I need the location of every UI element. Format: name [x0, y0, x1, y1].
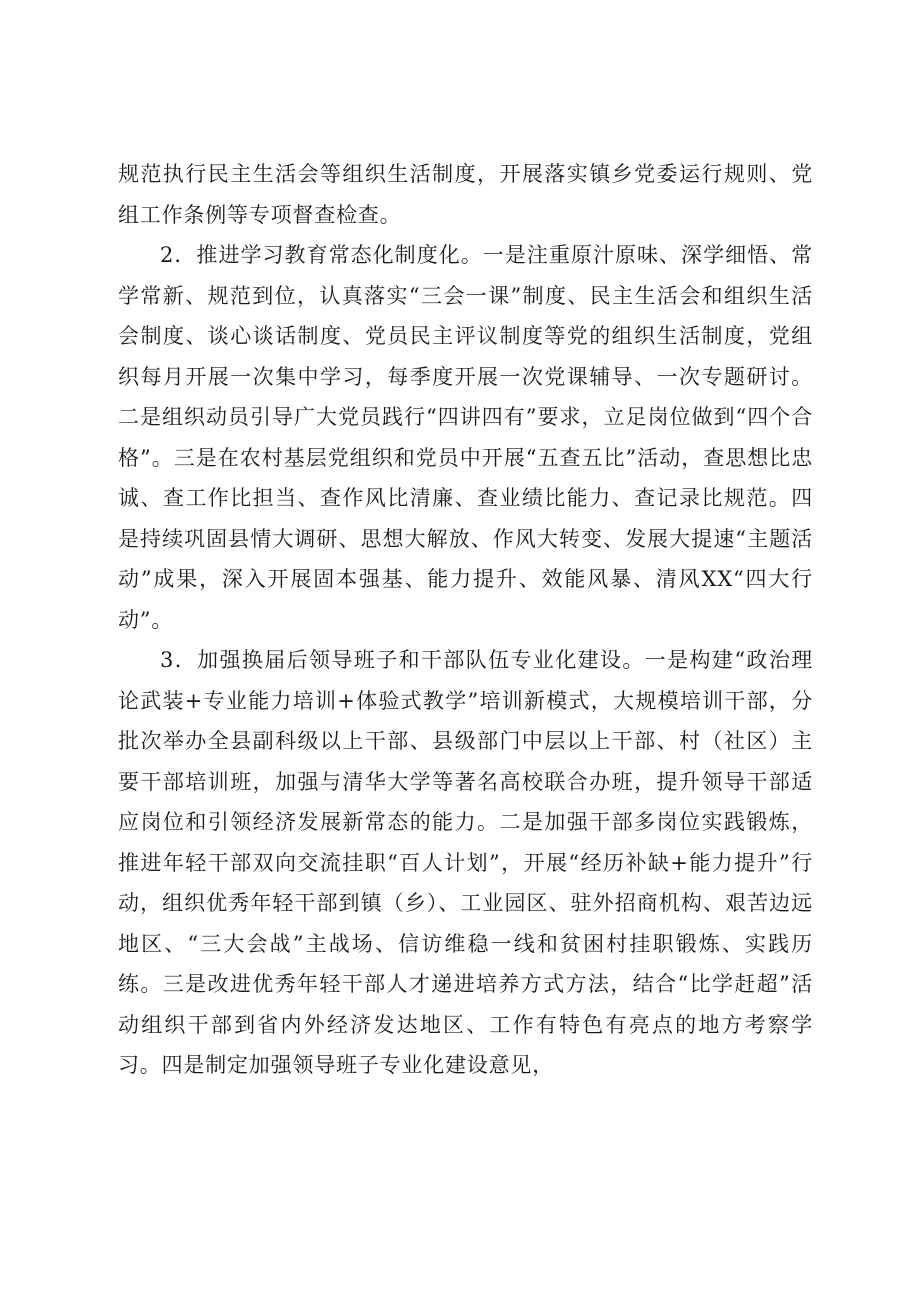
paragraph-continuation: 规范执行民主生活会等组织生活制度，开展落实镇乡党委运行规则、党组工作条例等专项督查检查。	[118, 162, 813, 227]
document-body	[118, 154, 813, 1086]
paragraph-section-2: 2．推进学习教育常态化制度化。一是注重原汁原味、深学细悟、常学常新、规范到位，认真落实“三会一课”制度、民主生活会和组织生活会制度、谈心谈话制度、党员民主评议制度等党的组织生活制度，党组织每月开展一次集中学习，每季度开展一次党课辅导、一次专题研讨。二是组织动员引导广大党员践行“四讲四有”要求，立足岗位做到“四个合格”。三是在农村基层党组织和党员中开展“五查五比”活动，查思想比忠诚、查工作比担当、查作风比清廉、查业绩比能力、查记录比规范。四是持续巩固县情大调研、思想大解放、作风大转变、发展大提速“主题活动”成果，深入开展固本强基、能力提升、效能风暴、清风XX“四大行动”。	[118, 243, 813, 632]
paragraph-section-3: 3．加强换届后领导班子和干部队伍专业化建设。一是构建“政治理论武装+专业能力培训+体验式教学”培训新模式，大规模培训干部，分批次举办全县副科级以上干部、县级部门中层以上干部、村（社区）主要干部培训班，加强与清华大学等著名高校联合办班，提升领导干部适应岗位和引领经济发展新常态的能力。二是加强干部多岗位实践锻炼，推进年轻干部双向交流挂职“百人计划”，开展“经历补缺+能力提升”行动，组织优秀年轻干部到镇（乡）、工业园区、驻外招商机构、艰苦边远地区、“三大会战”主战场、信访维稳一线和贫困村挂职锻炼、实践历练。三是改进优秀年轻干部人才递进培养方式方法，结合“比学赶超”活动组织干部到省内外经济发达地区、工作有特色有亮点的地方考察学习。四是制定加强领导班子专业化建设意见，	[118, 648, 813, 1077]
